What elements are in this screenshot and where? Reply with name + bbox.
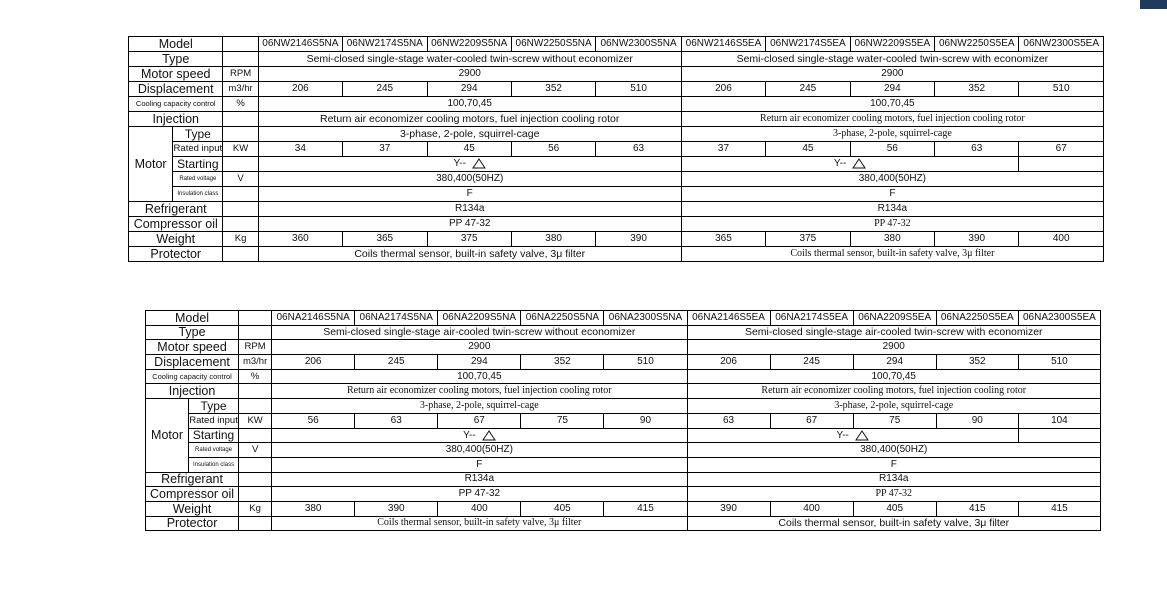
value-cell: 380,400(50HZ) (681, 172, 1103, 187)
row-compressor-oil (146, 487, 1101, 502)
row-label: Compressor oil (129, 217, 223, 232)
value-cell: PP 47-32 (272, 487, 687, 502)
value-cell: Coils thermal sensor, built-in safety valve, 3μ filter (272, 516, 687, 531)
value-cell: 67 (438, 413, 521, 428)
value-cell: 352 (521, 355, 604, 370)
value-cell: 245 (766, 82, 850, 97)
value-cell: 245 (343, 82, 427, 97)
value-cell: 375 (427, 232, 511, 247)
model-cell: 06NW2300S5EA (1019, 37, 1104, 52)
value-cell: R134a (681, 202, 1103, 217)
unit-cell (223, 202, 258, 217)
value-cell: Return air economizer cooling motors, fuel injection cooling rotor (258, 112, 681, 127)
value-cell: 380 (850, 232, 934, 247)
value-cell: 100,70,45 (272, 369, 687, 384)
value-cell: 45 (766, 142, 850, 157)
model-cell: 06NW2209S5EA (850, 37, 934, 52)
row-displacement (146, 355, 1101, 370)
row-refrigerant (146, 472, 1101, 487)
starting-value: Y-- (833, 158, 847, 170)
delta-icon (852, 158, 866, 169)
value-cell: Return air economizer cooling motors, fuel injection cooling rotor (681, 112, 1103, 127)
value-cell: 245 (355, 355, 438, 370)
value-cell: 56 (850, 142, 934, 157)
value-cell: 3-phase, 2-pole, squirrel-cage (272, 399, 687, 414)
value-cell: 3-phase, 2-pole, squirrel-cage (258, 127, 681, 142)
value-cell: 206 (681, 82, 765, 97)
row-injection (129, 112, 1104, 127)
value-cell: 104 (1018, 413, 1100, 428)
row-protector (146, 516, 1101, 531)
value-cell: 400 (438, 501, 521, 516)
row-refrigerant (129, 202, 1104, 217)
value-cell: 510 (604, 355, 687, 370)
value-cell: R134a (272, 472, 687, 487)
unit-cell (223, 247, 258, 262)
unit-cell: RPM (239, 340, 272, 355)
model-cell: 06NW2250S5NA (511, 37, 595, 52)
value-cell: 2900 (272, 340, 687, 355)
row-insulation-class (129, 187, 1104, 202)
value-cell: 63 (687, 413, 770, 428)
row-capacity-control (146, 369, 1101, 384)
value-cell: 3-phase, 2-pole, squirrel-cage (687, 399, 1100, 414)
value-cell: 415 (604, 501, 687, 516)
unit-cell (223, 112, 258, 127)
row-label: Injection (129, 112, 223, 127)
model-cell: 06NW2174S5EA (766, 37, 850, 52)
row-label: Type (189, 399, 239, 414)
row-motor-speed (146, 340, 1101, 355)
row-label: Injection (146, 384, 239, 399)
row-label: Rated input (173, 142, 223, 157)
unit-cell: Kg (239, 501, 272, 516)
row-displacement (129, 82, 1104, 97)
model-cell: 06NA2250S5NA (521, 311, 604, 326)
value-cell: 375 (766, 232, 850, 247)
row-label: Cooling capacity control (146, 369, 239, 384)
value-cell: 400 (1019, 232, 1104, 247)
unit-cell (223, 157, 258, 172)
motor-label: Motor (129, 127, 173, 202)
value-cell: 100,70,45 (681, 97, 1103, 112)
row-label: Type (146, 325, 239, 340)
value-cell: 360 (258, 232, 342, 247)
value-cell: PP 47-32 (687, 487, 1100, 502)
row-weight (146, 501, 1101, 516)
value-cell: 294 (853, 355, 936, 370)
value-cell: 380,400(50HZ) (272, 443, 687, 458)
unit-cell (239, 516, 272, 531)
delta-icon (472, 158, 486, 169)
unit-cell: V (223, 172, 258, 187)
unit-cell (239, 399, 272, 414)
value-cell: 90 (604, 413, 687, 428)
row-insulation-class (146, 457, 1101, 472)
value-cell: F (272, 457, 687, 472)
value-cell: 390 (355, 501, 438, 516)
row-model (146, 311, 1101, 326)
value-cell: 75 (853, 413, 936, 428)
value-cell: 206 (272, 355, 355, 370)
unit-cell (223, 217, 258, 232)
unit-cell: KW (223, 142, 258, 157)
model-cell: 06NW2300S5NA (596, 37, 681, 52)
row-label: Weight (146, 501, 239, 516)
value-cell: 37 (343, 142, 427, 157)
value-cell: 2900 (687, 340, 1100, 355)
row-label: Motor speed (129, 67, 223, 82)
value-cell: 390 (687, 501, 770, 516)
starting-value: Y-- (836, 429, 849, 441)
row-label: Displacement (129, 82, 223, 97)
row-label: Model (129, 37, 223, 52)
value-cell: PP 47-32 (681, 217, 1103, 232)
value-cell: 294 (427, 82, 511, 97)
value-cell: 67 (770, 413, 853, 428)
value-cell: 380,400(50HZ) (258, 172, 681, 187)
value-cell: 380 (272, 501, 355, 516)
unit-cell: % (223, 97, 258, 112)
row-label: Insulation class (189, 457, 239, 472)
row-rated-input (129, 142, 1104, 157)
value-cell: 34 (258, 142, 342, 157)
unit-cell (239, 472, 272, 487)
unit-cell: KW (239, 413, 272, 428)
row-rated-input (146, 413, 1101, 428)
value-cell: 405 (521, 501, 604, 516)
value-cell: 405 (853, 501, 936, 516)
row-label: Cooling capacity control (129, 97, 223, 112)
value-cell: 245 (770, 355, 853, 370)
value-cell: 352 (936, 355, 1018, 370)
unit-cell (239, 325, 272, 340)
unit-cell: RPM (223, 67, 258, 82)
type-cell: Semi-closed single-stage water-cooled twin-screw with economizer (681, 52, 1103, 67)
row-rated-voltage (129, 172, 1104, 187)
unit-cell: V (239, 443, 272, 458)
value-cell: 3-phase, 2-pole, squirrel-cage (681, 127, 1103, 142)
value-cell: 365 (343, 232, 427, 247)
value-cell: 510 (1019, 82, 1104, 97)
row-label: Displacement (146, 355, 239, 370)
row-label: Rated voltage (189, 443, 239, 458)
value-cell: 352 (511, 82, 595, 97)
row-label: Weight (129, 232, 223, 247)
value-cell: Coils thermal sensor, built-in safety valve, 3μ filter (681, 247, 1103, 262)
value-cell: 2900 (258, 67, 681, 82)
value-cell: 380,400(50HZ) (687, 443, 1100, 458)
value-cell: 294 (438, 355, 521, 370)
value-cell: 206 (258, 82, 342, 97)
unit-cell: % (239, 369, 272, 384)
model-cell: 06NW2209S5NA (427, 37, 511, 52)
row-label: Starting (173, 157, 223, 172)
empty-cell (1018, 428, 1100, 443)
starting-value: Y-- (463, 429, 476, 441)
model-cell: 06NA2209S5EA (853, 311, 936, 326)
value-cell: 510 (596, 82, 681, 97)
value-cell: Coils thermal sensor, built-in safety valve, 3μ filter (687, 516, 1100, 531)
row-type (146, 325, 1101, 340)
row-motor-type (146, 399, 1101, 414)
value-cell: 75 (521, 413, 604, 428)
starting-cell (687, 428, 1018, 443)
row-label: Type (129, 52, 223, 67)
model-cell: 06NA2174S5EA (770, 311, 853, 326)
value-cell: F (258, 187, 681, 202)
row-label: Compressor oil (146, 487, 239, 502)
model-cell: 06NW2250S5EA (935, 37, 1019, 52)
row-label: Starting (189, 428, 239, 443)
row-starting (129, 157, 1104, 172)
corner-brand-mark (1140, 0, 1167, 9)
value-cell: 294 (850, 82, 934, 97)
model-cell: 06NA2300S5EA (1018, 311, 1100, 326)
value-cell: R134a (687, 472, 1100, 487)
unit-cell (239, 457, 272, 472)
empty-cell (1019, 157, 1104, 172)
unit-cell: Kg (223, 232, 258, 247)
value-cell: 390 (935, 232, 1019, 247)
row-label: Type (173, 127, 223, 142)
type-cell: Semi-closed single-stage air-cooled twin-screw without economizer (272, 325, 687, 340)
model-cell: 06NW2146S5NA (258, 37, 342, 52)
value-cell: Return air economizer cooling motors, fuel injection cooling rotor (272, 384, 687, 399)
row-model (129, 37, 1104, 52)
motor-label: Motor (146, 399, 189, 472)
unit-cell: m3/hr (223, 82, 258, 97)
row-weight (129, 232, 1104, 247)
model-cell: 06NA2146S5NA (272, 311, 355, 326)
starting-cell (681, 157, 1019, 172)
value-cell: 365 (681, 232, 765, 247)
value-cell: 63 (355, 413, 438, 428)
value-cell: 56 (272, 413, 355, 428)
value-cell: 67 (1019, 142, 1104, 157)
value-cell: 63 (596, 142, 681, 157)
value-cell: 100,70,45 (687, 369, 1100, 384)
value-cell: 510 (1018, 355, 1100, 370)
type-cell: Semi-closed single-stage water-cooled twin-screw without economizer (258, 52, 681, 67)
value-cell: PP 47-32 (258, 217, 681, 232)
row-label: Rated voltage (173, 172, 223, 187)
unit-cell (239, 311, 272, 326)
value-cell: 380 (511, 232, 595, 247)
model-cell: 06NW2174S5NA (343, 37, 427, 52)
value-cell: 415 (936, 501, 1018, 516)
unit-cell (223, 127, 258, 142)
unit-cell (223, 187, 258, 202)
unit-cell (239, 428, 272, 443)
row-capacity-control (129, 97, 1104, 112)
row-label: Motor speed (146, 340, 239, 355)
value-cell: Coils thermal sensor, built-in safety valve, 3μ filter (258, 247, 681, 262)
value-cell: 206 (687, 355, 770, 370)
row-label: Refrigerant (146, 472, 239, 487)
value-cell: 352 (935, 82, 1019, 97)
starting-cell (258, 157, 681, 172)
value-cell: F (687, 457, 1100, 472)
delta-icon (855, 430, 869, 441)
model-cell: 06NA2146S5EA (687, 311, 770, 326)
row-compressor-oil (129, 217, 1104, 232)
value-cell: 90 (936, 413, 1018, 428)
value-cell: 37 (681, 142, 765, 157)
value-cell: 390 (596, 232, 681, 247)
row-motor-type (129, 127, 1104, 142)
row-type (129, 52, 1104, 67)
starting-value: Y-- (453, 158, 466, 170)
row-motor-speed (129, 67, 1104, 82)
row-label: Rated input (189, 413, 239, 428)
row-label: Insulation class (173, 187, 223, 202)
unit-cell (223, 37, 258, 52)
value-cell: 63 (935, 142, 1019, 157)
row-label: Protector (146, 516, 239, 531)
value-cell: 100,70,45 (258, 97, 681, 112)
value-cell: 45 (427, 142, 511, 157)
type-cell: Semi-closed single-stage air-cooled twin-screw with economizer (687, 325, 1100, 340)
unit-cell (239, 487, 272, 502)
water-cooled-spec-table (128, 36, 1104, 262)
row-protector (129, 247, 1104, 262)
value-cell: R134a (258, 202, 681, 217)
value-cell: 400 (770, 501, 853, 516)
unit-cell (239, 384, 272, 399)
row-injection (146, 384, 1101, 399)
unit-cell (223, 52, 258, 67)
model-cell: 06NW2146S5EA (681, 37, 765, 52)
row-starting (146, 428, 1101, 443)
unit-cell: m3/hr (239, 355, 272, 370)
starting-cell (272, 428, 687, 443)
row-label: Model (146, 311, 239, 326)
value-cell: 56 (511, 142, 595, 157)
model-cell: 06NA2209S5NA (438, 311, 521, 326)
value-cell: F (681, 187, 1103, 202)
value-cell: 415 (1018, 501, 1100, 516)
row-rated-voltage (146, 443, 1101, 458)
model-cell: 06NA2250S5EA (936, 311, 1018, 326)
air-cooled-spec-table (145, 310, 1101, 531)
value-cell: Return air economizer cooling motors, fuel injection cooling rotor (687, 384, 1100, 399)
value-cell: 2900 (681, 67, 1103, 82)
delta-icon (482, 430, 496, 441)
model-cell: 06NA2174S5NA (355, 311, 438, 326)
row-label: Protector (129, 247, 223, 262)
row-label: Refrigerant (129, 202, 223, 217)
model-cell: 06NA2300S5NA (604, 311, 687, 326)
